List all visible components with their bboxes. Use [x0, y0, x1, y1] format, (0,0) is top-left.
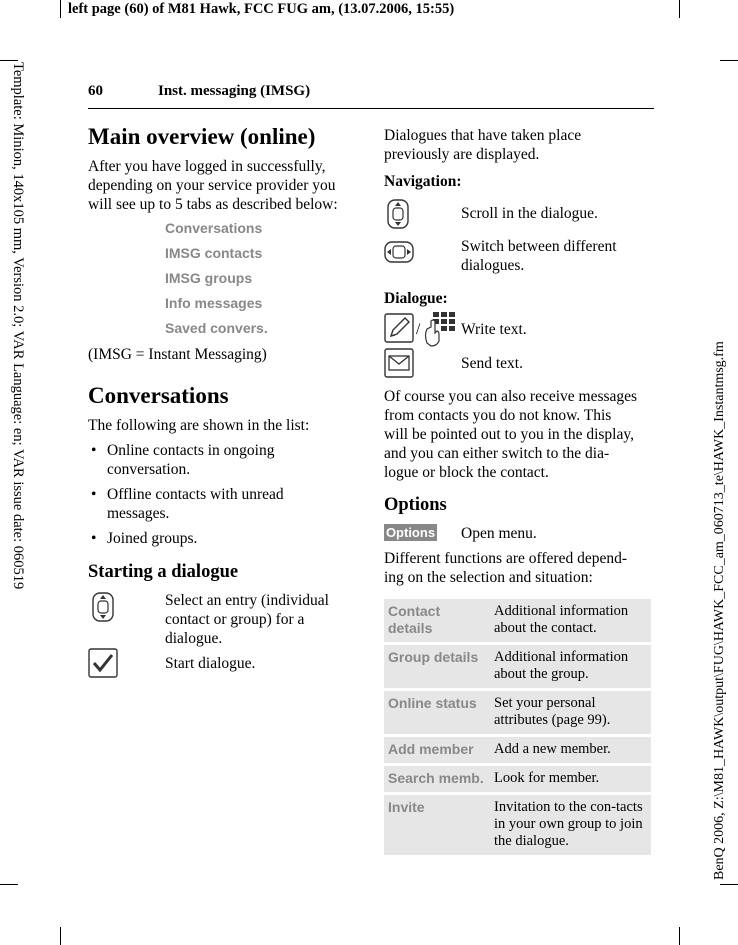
text-line: Of course you can also receive messages [384, 388, 638, 405]
text-line: dialogues. [461, 257, 525, 274]
text-line: • Online contacts in ongoing [107, 442, 275, 459]
tab-saved-convers: Saved convers. [165, 320, 268, 336]
navigation-label: Navigation: [384, 173, 462, 190]
table-row [384, 599, 651, 642]
nav-left-right-icon [384, 238, 414, 266]
option-key: Invite [384, 795, 490, 855]
header-rule [88, 108, 654, 109]
crop-mark [720, 884, 738, 885]
section-title-main-overview: Main overview (online) [88, 124, 316, 149]
imsg-note: (IMSG = Instant Messaging) [88, 346, 267, 363]
nav-switch-desc [461, 237, 617, 275]
page-number: 60 [88, 83, 103, 99]
option-key: Contact details [384, 599, 490, 642]
header-meta: left page (60) of M81 Hawk, FCC FUG am, (13.07.2006, 15:55) [68, 1, 455, 17]
keypad-icon [423, 311, 457, 347]
text-line: logue or block the contact. [384, 464, 549, 481]
dialogue-sep: / [416, 321, 421, 338]
crop-mark [60, 927, 61, 945]
chapter-title: Inst. messaging (IMSG) [158, 83, 311, 99]
table-row [384, 795, 651, 855]
conversations-intro: The following are shown in the list: [88, 417, 310, 434]
options-table [384, 596, 651, 858]
text-line: Dialogues that have taken place [384, 127, 582, 144]
option-value: Look for member. [490, 766, 651, 792]
tab-info-messages: Info messages [165, 295, 263, 311]
text-line: dialogue. [165, 630, 223, 647]
option-key: Group details [384, 645, 490, 688]
option-value: Set your personal attributes (page 99). [490, 691, 651, 734]
nav-scroll-desc: Scroll in the dialogue. [461, 205, 598, 222]
text-line: depending on your service provider you [88, 177, 336, 194]
table-row [384, 645, 651, 688]
starting-select-desc [165, 591, 329, 648]
option-key: Search memb. [384, 766, 490, 792]
section-title-conversations: Conversations [88, 383, 229, 408]
crop-mark [679, 927, 680, 945]
option-key: Add member [384, 737, 490, 763]
nav-up-down-icon [89, 592, 117, 622]
text-line: • Joined groups. [107, 530, 198, 547]
text-line: After you have logged in successfully, [88, 158, 326, 175]
text-line: from contacts you do not know. This [384, 407, 612, 424]
side-template-info: Template: Minion, 140x105 mm, Version 2.0; VAR Language: en; VAR issue date: 060519 [10, 62, 26, 590]
options-softkey: Options [385, 525, 436, 540]
text-line: Select an entry (individual [165, 592, 329, 609]
option-value: Invitation to the con-tacts in your own group to join the dialogue. [490, 795, 651, 855]
subsection-title-starting: Starting a dialogue [88, 562, 239, 582]
crop-mark [679, 0, 680, 18]
crop-mark [60, 0, 61, 18]
pencil-icon [384, 313, 414, 343]
text-line: will be pointed out to you in the display, [384, 426, 634, 443]
dialogue-send-desc: Send text. [461, 355, 523, 372]
option-value: Add a new member. [490, 737, 651, 763]
text-line: • Offline contacts with unread [107, 486, 284, 503]
option-value: Additional information about the group. [490, 645, 651, 688]
text-line: and you can either switch to the dia- [384, 445, 610, 462]
text-line: contact or group) for a [165, 611, 305, 628]
dialogue-label: Dialogue: [384, 290, 448, 307]
options-softkey-desc: Open menu. [461, 525, 537, 542]
starting-start-desc: Start dialogue. [165, 655, 256, 672]
option-key: Online status [384, 691, 490, 734]
side-path-info: BenQ 2006, Z:\M81_HAWK\output\FUG\HAWK_FCC_am_060713_te\HAWK_Instantmsg.fm [712, 341, 727, 880]
crop-mark [0, 884, 18, 885]
tab-imsg-groups: IMSG groups [165, 270, 253, 286]
receive-paragraph [384, 387, 659, 482]
main-overview-intro [88, 157, 358, 214]
table-row [384, 737, 651, 763]
dialogues-intro [384, 126, 581, 164]
subsection-title-options: Options [384, 495, 447, 515]
tab-imsg-contacts: IMSG contacts [165, 245, 263, 261]
text-line: previously are displayed. [384, 146, 540, 163]
option-value: Additional information about the contact. [490, 599, 651, 642]
list-item [107, 441, 274, 479]
list-item [107, 529, 197, 548]
text-line: Different functions are offered depend- [384, 550, 628, 567]
tab-conversations: Conversations [165, 220, 263, 236]
list-item [107, 485, 284, 523]
envelope-icon [384, 348, 414, 378]
text-line: will see up to 5 tabs as described below: [88, 196, 338, 213]
text-line: messages. [107, 505, 170, 522]
crop-mark [720, 60, 738, 61]
table-row [384, 766, 651, 792]
nav-up-down-icon [384, 199, 412, 229]
options-intro [384, 549, 627, 587]
text-line: Switch between different [461, 238, 617, 255]
table-row [384, 691, 651, 734]
dialogue-write-desc: Write text. [461, 321, 527, 338]
crop-mark [0, 60, 18, 61]
checkmark-icon [88, 648, 118, 678]
text-line: ing on the selection and situation: [384, 569, 593, 586]
text-line: conversation. [107, 461, 191, 478]
